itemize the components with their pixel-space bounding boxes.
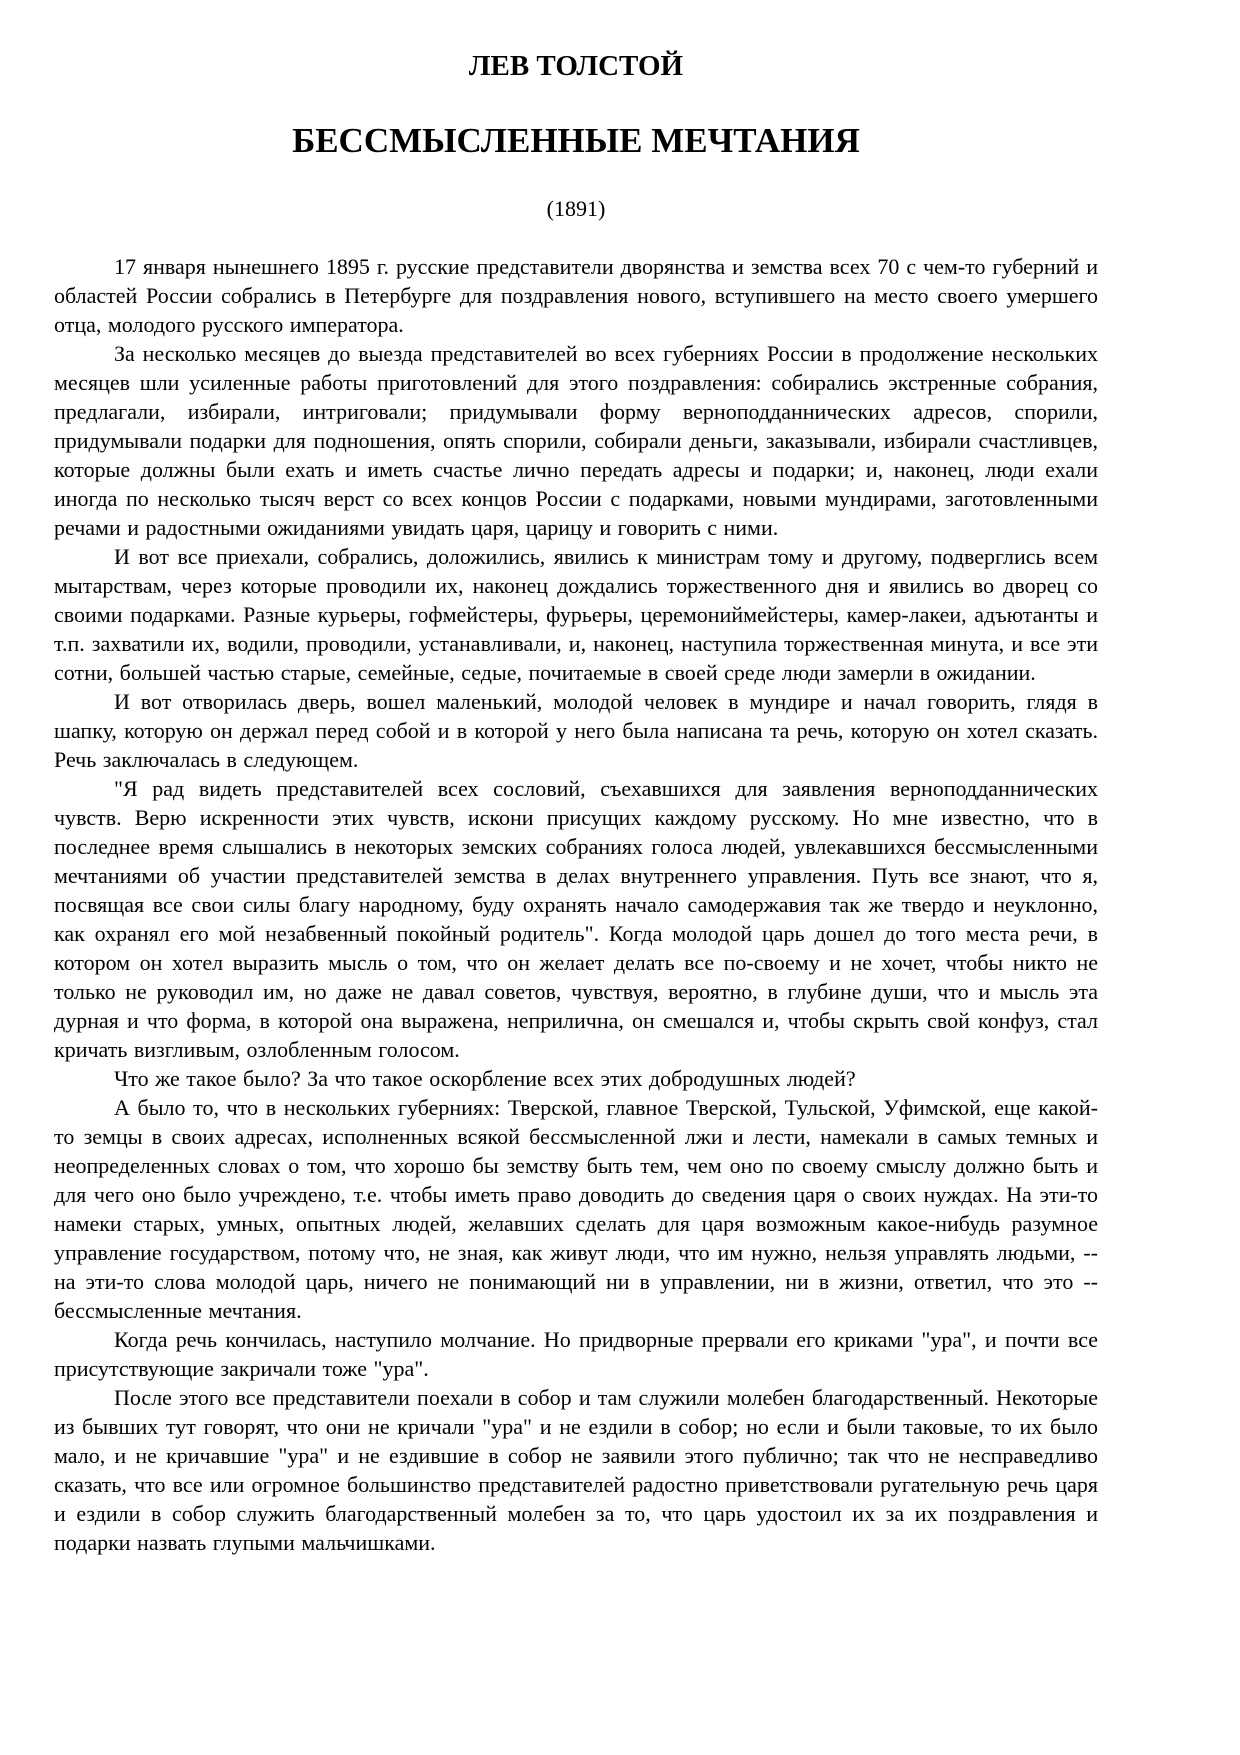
paragraph: Когда речь кончилась, наступило молчание. Но придворные прервали его криками "ура", и почти все присутствующие закричали тоже "ура".	[54, 1326, 1098, 1381]
paragraph: "Я рад видеть представителей всех сословий, съехавшихся для заявления верноподданнических чувств. Верю искренности этих чувств, искони присущих каждому русскому. Но мне известно, что в последнее время слышались в некоторых земских собраниях голоса людей, увлекавшихся бессмысленными мечтаниями об участии представителей земства в делах внутреннего управления. Путь все знают, что я, посвящая все свои силы благу народному, буду охранять начало самодержавия так же твердо и неуклонно, как охранял его мой незабвенный покойный родитель". Когда молодой царь дошел до того места речи, в котором он хотел выразить мысль о том, что он желает делать все по-своему и не хочет, чтобы никто не только не руководил им, но даже не давал советов, чувствуя, вероятно, в глубине души, что и мысль эта дурная и что форма, в которой она выражена, неприлична, он смешался и, чтобы скрыть свой конфуз, стал кричать визгливым, озлобленным голосом.	[54, 775, 1098, 1062]
paragraph: За несколько месяцев до выезда представителей во всех губерниях России в продолжение нескольких месяцев шли усиленные работы приготовлений для этого поздравления: собирались экстренные собрания, предлагали, избирали, интриговали; придумывали форму верноподданнических адресов, спорили, придумывали подарки для подношения, опять спорили, собирали деньги, заказывали, избирали счастливцев, которые должны были ехать и иметь счастье лично передать адресы и подарки; и, наконец, люди ехали иногда по несколько тысяч верст со всех концов России с подарками, новыми мундирами, заготовленными речами и радостными ожиданиями увидать царя, царицу и говорить с ними.	[54, 340, 1098, 540]
paragraph: После этого все представители поехали в собор и там служили молебен благодарственный. Некоторые из бывших тут говорят, что они не кричали "ура" и не ездили в собор; но если и были таковые, то их было мало, и не кричавшие "ура" и не ездившие в собор не заявили этого публично; так что не несправедливо сказать, что все или огромное большинство представителей радостно приветствовали ругательную речь царя и ездили в собор служить благодарственный молебен за то, что царь удостоил их за их поздравления и подарки назвать глупыми мальчишками.	[54, 1384, 1098, 1555]
paragraph: И вот все приехали, собрались, доложились, явились к министрам тому и другому, подверглись всем мытарствам, через которые проводили их, наконец дождались торжественного дня и явились во дворец со своими подарками. Разные курьеры, гофмейстеры, фурьеры, церемониймейстеры, камер-лакеи, адъютанты и т.п. захватили их, водили, проводили, устанавливали, и, наконец, наступила торжественная минута, и все эти сотни, большей частью старые, семейные, седые, почитаемые в своей среде люди замерли в ожидании.	[54, 543, 1098, 685]
paragraph: И вот отворилась дверь, вошел маленький, молодой человек в мундире и начал говорить, глядя в шапку, которую он держал перед собой и в которой у него была написана та речь, которую он хотел сказать. Речь заключалась в следующем.	[54, 688, 1098, 772]
paragraph: 17 января нынешнего 1895 г. русские представители дворянства и земства всех 70 с чем-то губерний и областей России собрались в Петербурге для поздравления нового, вступившего на место своего умершего отца, молодого русского императора.	[54, 253, 1098, 337]
document-body	[54, 252, 1098, 1557]
document-title-heading: БЕССМЫСЛЕННЫЕ МЕЧТАНИЯ	[292, 121, 860, 161]
paragraph: А было то, что в нескольких губерниях: Тверской, главное Тверской, Тульской, Уфимской, еще какой-то земцы в своих адресах, исполненных всякой бессмысленной лжи и лести, намекали в самых темных и неопределенных словах о том, что хорошо бы земству быть тем, чем оно по своему смыслу должно быть и для чего оно было учреждено, т.е. чтобы иметь право доводить до сведения царя о своих нуждах. На эти-то намеки старых, умных, опытных людей, желавших сделать для царя возможным какое-нибудь разумное управление государством, потому что, не зная, как живут люди, что им нужно, нельзя управлять людьми, -- на эти-то слова молодой царь, ничего не понимающий ни в управлении, ни в жизни, ответил, что это -- бессмысленные мечтания.	[54, 1094, 1098, 1323]
paragraph: Что же такое было? За что такое оскорбление всех этих добродушных людей?	[114, 1065, 856, 1091]
document-author-heading: ЛЕВ ТОЛСТОЙ	[468, 50, 684, 82]
document-year: (1891)	[546, 195, 606, 221]
